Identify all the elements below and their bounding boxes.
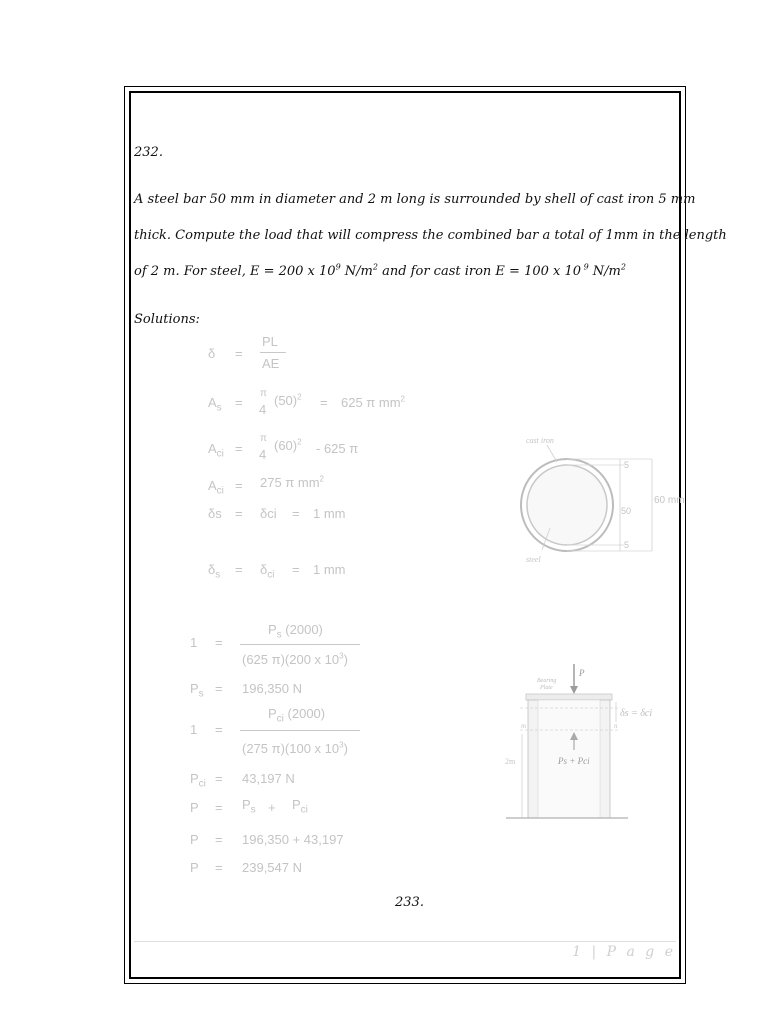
eq5-equals: = [235,506,243,521]
dim-mid-label: 50 [621,506,632,516]
eq4-lhs: $A_{ci}$ [208,478,224,497]
eq7-equals: = [215,635,223,650]
eq11-plus: + [268,800,276,815]
page-number: 1 | P a g e [572,944,676,960]
problem-line-3: of 2 m. For steel, E = 200 x $10^9$ $N/m^2$ and for cast iron E = 100 x 10 $^9$ $N/m^2$ [134,262,626,279]
eq5-value: 1 mm [313,506,346,521]
eq12-lhs: P [190,832,199,847]
eq11-term-a: $P_s$ [242,797,256,816]
eq7-numerator: $P_s$ (2000) [268,622,323,641]
eq3-equals: = [235,441,243,456]
footer-divider [134,941,676,942]
eq9-equals: = [215,722,223,737]
eq9-lhs: 1 [190,722,198,737]
eq4-value: 275 π $mm^2$ [260,474,324,490]
eq9-numerator: $P_{ci}$ (2000) [268,706,326,725]
steel-label: steel [526,555,541,564]
eq1-denominator: AE [262,356,280,371]
eq12-equals: = [215,832,223,847]
dim-top-label: 5 [624,460,630,470]
eq6-middle: $\delta_{ci}$ [260,562,275,581]
eq13-lhs: P [190,860,199,875]
eq1-fraction-bar [260,352,286,353]
eq6-lhs: $\delta_s$ [208,562,221,581]
cross-section-figure [512,430,698,570]
m-label: m [521,722,527,730]
eq13-value: 239,547 N [242,860,302,875]
eq1-equals: = [235,346,243,361]
plate-label: Plate [540,685,553,691]
eq9-denominator: (275 π)(100 x $10^3$) [242,740,348,756]
eq10-equals: = [215,771,223,786]
eq1-numerator: PL [262,334,278,349]
next-problem-number: 233. [395,895,424,910]
eq8-equals: = [215,681,223,696]
problem-line-1: A steel bar 50 mm in diameter and 2 m long is surrounded by shell of cast iron 5 mm [134,192,696,207]
eq3-pi: π [260,433,267,444]
eq2-equals-2: = [320,395,328,410]
composite-column-figure [500,664,670,826]
eq8-value: 196,350 N [242,681,302,696]
length-label: 2m [505,757,516,766]
eq10-lhs: $P_{ci}$ [190,771,206,790]
eq2-value: 625 π $mm^2$ [341,394,405,410]
eq3-tail: - 625 π [316,441,359,456]
deflection-label: δs = δci [620,708,653,719]
eq6-equals: = [235,562,243,577]
cast-iron-label: cast iron [526,436,554,445]
bearing-label: Bearing [537,678,557,684]
eq2-four: 4 [259,402,267,417]
n-label: n [614,722,618,730]
eq3-lhs: $A_{ci}$ [208,441,224,460]
eq1-lhs: δ [208,346,216,361]
dim-bot-label: 5 [624,540,630,550]
eq3-expression: $(60)^2$ [274,437,302,453]
eq7-lhs: 1 [190,635,198,650]
eq2-lhs: $A_s$ [208,395,222,414]
eq10-value: 43,197 N [242,771,295,786]
eq2-pi: π [260,388,267,399]
eq8-lhs: $P_s$ [190,681,204,700]
eq6-value: 1 mm [313,562,346,577]
internal-force-label: Ps + Pci [558,756,590,766]
eq11-equals: = [215,800,223,815]
eq13-equals: = [215,860,223,875]
eq12-value: 196,350 + 43,197 [242,832,344,847]
problem-number: 232. [134,145,163,160]
eq5-equals-2: = [292,506,300,521]
eq7-denominator: (625 π)(200 x $10^3$) [242,651,348,667]
eq3-four: 4 [259,447,267,462]
eq2-expression: $(50)^2$ [274,392,302,408]
eq4-equals: = [235,478,243,493]
eq6-equals-2: = [292,562,300,577]
eq5-middle: δci [260,506,277,521]
solutions-label: Solutions: [134,312,200,327]
eq5-lhs: δs [208,506,222,521]
eq7-fraction-bar [240,644,360,645]
load-p-label: P [579,668,585,678]
eq11-lhs: P [190,800,199,815]
problem-line-2: thick. Compute the load that will compress the combined bar a total of 1mm in the length [134,228,727,243]
dim-total-label: 60 mm [654,495,685,506]
eq2-equals: = [235,395,243,410]
eq9-fraction-bar [240,730,360,731]
eq11-term-b: $P_{ci}$ [292,797,308,816]
